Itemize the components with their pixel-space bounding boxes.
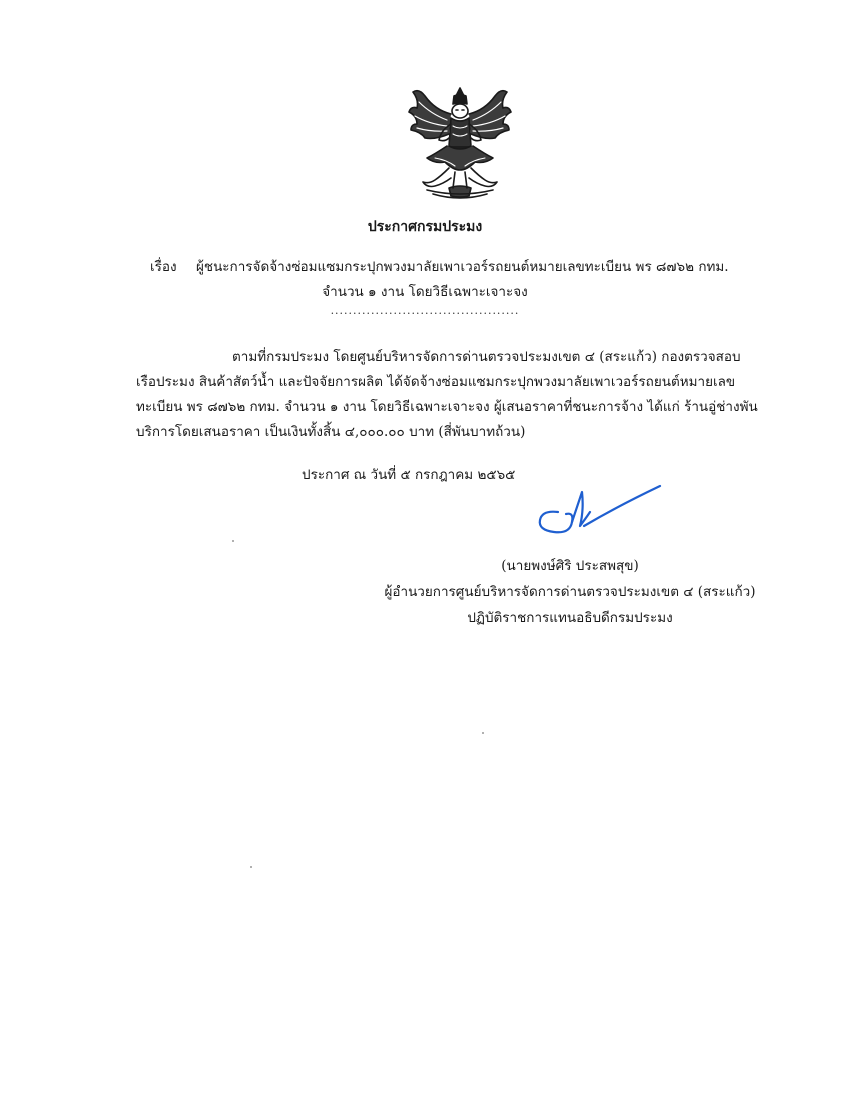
announce-date: ประกาศ ณ วันที่ ๕ กรกฎาคม ๒๕๖๕ — [302, 467, 516, 483]
signer-acting: ปฏิบัติราชการแทนอธิบดีกรมประมง — [467, 610, 673, 626]
body-line: บริการโดยเสนอราคา เป็นเงินทั้งสิ้น ๔,๐๐๐.๐๐ บาท (สี่พันบาทถ้วน) — [136, 424, 526, 440]
body-line: ตามที่กรมประมง โดยศูนย์บริหารจัดการด่านตรวจประมงเขต ๔ (สระแก้ว) กองตรวจสอบ — [232, 349, 741, 365]
document-title: ประกาศกรมประมง — [367, 219, 483, 235]
subject-line — [150, 255, 790, 277]
subject-label: เรื่อง — [150, 259, 177, 275]
subject-text: ผู้ชนะการจัดจ้างซ่อมแซมกระปุกพวงมาลัยเพาเวอร์รถยนต์หมายเลขทะเบียน พร ๘๗๖๒ กทม. — [196, 259, 729, 275]
signer-block — [330, 553, 810, 631]
scan-speck — [232, 540, 234, 542]
dotted-separator: .......................................... — [330, 304, 520, 317]
scan-speck — [482, 732, 484, 734]
subject-text-continued: จำนวน ๑ งาน โดยวิธีเฉพาะเจาะจง — [322, 284, 528, 300]
signer-name: (นายพงษ์ศิริ ประสพสุข) — [501, 558, 639, 574]
handwritten-signature — [528, 482, 668, 544]
signer-position: ผู้อำนวยการศูนย์บริหารจัดการด่านตรวจประมงเขต ๔ (สระแก้ว) — [384, 584, 756, 600]
body-line: ทะเบียน พร ๘๗๖๒ กทม. จำนวน ๑ งาน โดยวิธีเฉพาะเจาะจง ผู้เสนอราคาที่ชนะการจ้าง ได้แก่ ร้านอู่ช่างพัน — [136, 399, 758, 415]
body-paragraph — [136, 345, 776, 445]
body-line: เรือประมง สินค้าสัตว์น้ำ และปัจจัยการผลิต ได้จัดจ้างซ่อมแซมกระปุกพวงมาลัยเพาเวอร์รถยนต์หมายเลข — [136, 374, 736, 390]
scan-speck — [250, 866, 252, 868]
garuda-emblem-icon — [405, 84, 515, 208]
